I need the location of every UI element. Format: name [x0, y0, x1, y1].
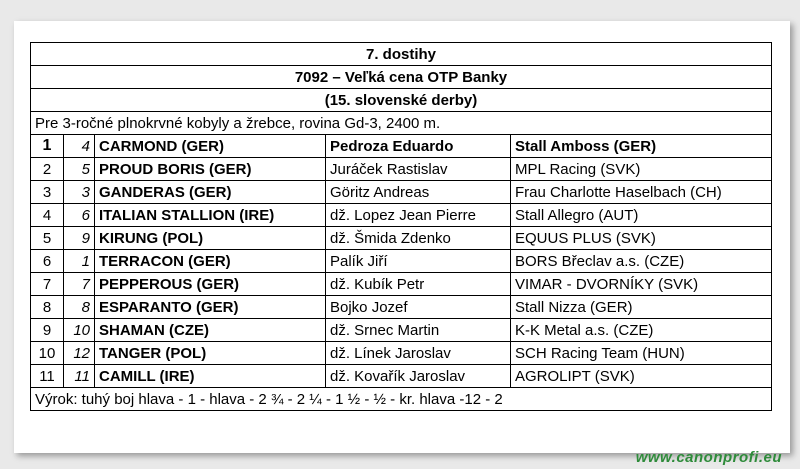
position-cell: 3 — [31, 181, 64, 204]
race-subtitle: (15. slovenské derby) — [31, 89, 772, 112]
position-cell: 5 — [31, 227, 64, 250]
stall-cell: AGROLIPT (SVK) — [511, 365, 772, 388]
jockey-cell: dž. Línek Jaroslav — [326, 342, 511, 365]
table-row — [31, 135, 772, 158]
race-verdict: Výrok: tuhý boj hlava - 1 - hlava - 2 ¾ - 2 ¼ - 1 ½ - ½ - kr. hlava -12 - 2 — [31, 388, 772, 411]
jockey-cell: dž. Šmida Zdenko — [326, 227, 511, 250]
table-row — [31, 181, 772, 204]
jockey-cell: Palík Jiří — [326, 250, 511, 273]
table-row — [31, 365, 772, 388]
stall-cell: Stall Amboss (GER) — [511, 135, 772, 158]
table-row — [31, 204, 772, 227]
position-cell: 6 — [31, 250, 64, 273]
jockey-cell: Pedroza Eduardo — [326, 135, 511, 158]
number-cell: 1 — [64, 250, 95, 273]
jockey-cell: Bojko Jozef — [326, 296, 511, 319]
horse-cell: GANDERAS (GER) — [95, 181, 326, 204]
number-cell: 5 — [64, 158, 95, 181]
jockey-cell: Juráček Rastislav — [326, 158, 511, 181]
number-cell: 9 — [64, 227, 95, 250]
race-conditions: Pre 3-ročné plnokrvné kobyly a žrebce, rovina Gd-3, 2400 m. — [31, 112, 772, 135]
number-cell: 11 — [64, 365, 95, 388]
table-row — [31, 342, 772, 365]
jockey-cell: dž. Kovařík Jaroslav — [326, 365, 511, 388]
stall-cell: MPL Racing (SVK) — [511, 158, 772, 181]
name-row — [31, 66, 772, 89]
number-cell: 6 — [64, 204, 95, 227]
number-cell: 7 — [64, 273, 95, 296]
conditions-row — [31, 112, 772, 135]
race-title: 7. dostihy — [31, 43, 772, 66]
horse-cell: PEPPEROUS (GER) — [95, 273, 326, 296]
table-row — [31, 227, 772, 250]
stall-cell: Stall Allegro (AUT) — [511, 204, 772, 227]
position-cell: 8 — [31, 296, 64, 319]
horse-cell: SHAMAN (CZE) — [95, 319, 326, 342]
position-cell: 1 — [31, 135, 64, 158]
horse-cell: KIRUNG (POL) — [95, 227, 326, 250]
watermark: www.canonprofi.eu — [635, 449, 782, 466]
document-sheet — [14, 21, 790, 453]
position-cell: 7 — [31, 273, 64, 296]
horse-cell: ESPARANTO (GER) — [95, 296, 326, 319]
table-row — [31, 158, 772, 181]
stall-cell: Stall Nizza (GER) — [511, 296, 772, 319]
stall-cell: SCH Racing Team (HUN) — [511, 342, 772, 365]
table-row — [31, 296, 772, 319]
position-cell: 10 — [31, 342, 64, 365]
jockey-cell: dž. Srnec Martin — [326, 319, 511, 342]
position-cell: 11 — [31, 365, 64, 388]
number-cell: 8 — [64, 296, 95, 319]
position-cell: 2 — [31, 158, 64, 181]
stall-cell: VIMAR - DVORNÍKY (SVK) — [511, 273, 772, 296]
jockey-cell: Göritz Andreas — [326, 181, 511, 204]
table-row — [31, 319, 772, 342]
footer-row — [31, 388, 772, 411]
table-row — [31, 273, 772, 296]
race-name: 7092 – Veľká cena OTP Banky — [31, 66, 772, 89]
title-row — [31, 43, 772, 66]
position-cell: 4 — [31, 204, 64, 227]
horse-cell: CARMOND (GER) — [95, 135, 326, 158]
subtitle-row — [31, 89, 772, 112]
race-results-table — [30, 42, 772, 411]
stall-cell: EQUUS PLUS (SVK) — [511, 227, 772, 250]
stall-cell: Frau Charlotte Haselbach (CH) — [511, 181, 772, 204]
number-cell: 4 — [64, 135, 95, 158]
number-cell: 3 — [64, 181, 95, 204]
stall-cell: BORS Břeclav a.s. (CZE) — [511, 250, 772, 273]
stall-cell: K-K Metal a.s. (CZE) — [511, 319, 772, 342]
position-cell: 9 — [31, 319, 64, 342]
horse-cell: TERRACON (GER) — [95, 250, 326, 273]
horse-cell: TANGER (POL) — [95, 342, 326, 365]
horse-cell: PROUD BORIS (GER) — [95, 158, 326, 181]
horse-cell: CAMILL (IRE) — [95, 365, 326, 388]
number-cell: 12 — [64, 342, 95, 365]
table-row — [31, 250, 772, 273]
number-cell: 10 — [64, 319, 95, 342]
jockey-cell: dž. Lopez Jean Pierre — [326, 204, 511, 227]
jockey-cell: dž. Kubík Petr — [326, 273, 511, 296]
horse-cell: ITALIAN STALLION (IRE) — [95, 204, 326, 227]
